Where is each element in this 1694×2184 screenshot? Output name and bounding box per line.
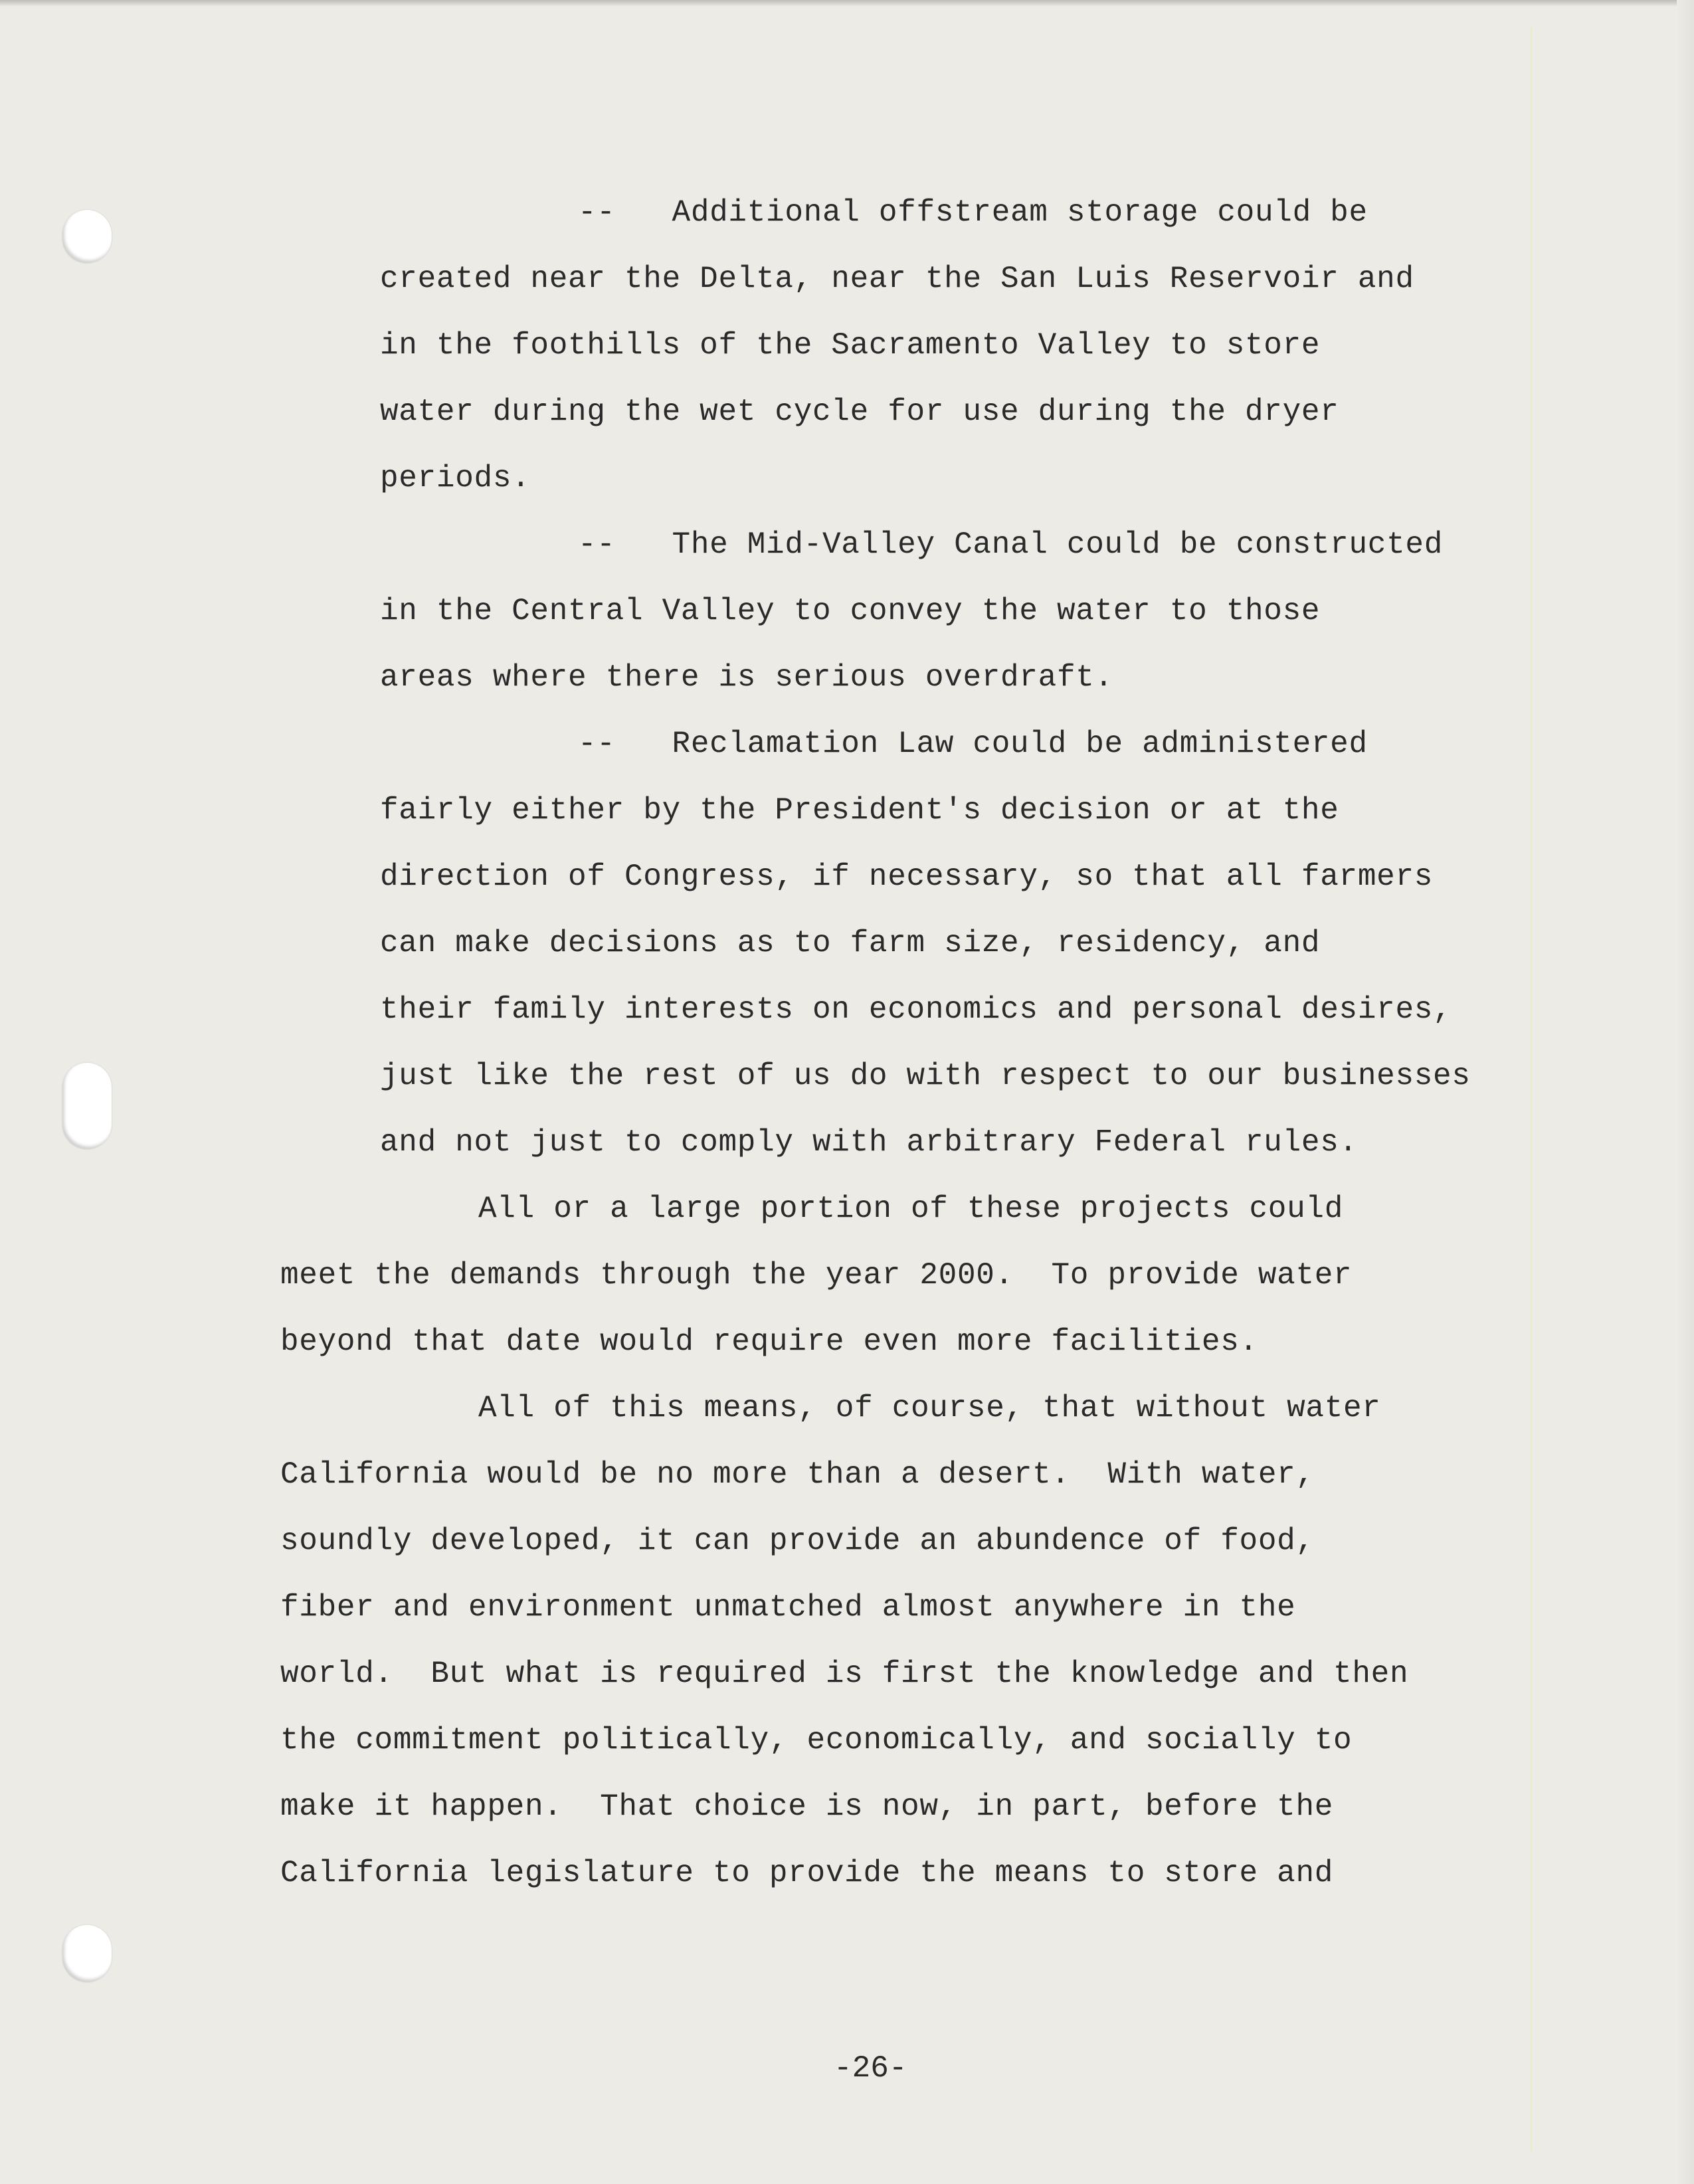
text-line: periods.	[380, 461, 531, 496]
margin-rule	[1531, 27, 1532, 2152]
text-line: direction of Congress, if necessary, so that all farmers	[380, 860, 1434, 894]
page-number: -26-	[834, 2051, 907, 2086]
text-line: world. But what is required is first the knowledge and then	[280, 1657, 1409, 1691]
text-line: soundly developed, it can provide an abundence of food,	[280, 1524, 1315, 1558]
text-line: -- Additional offstream storage could be	[578, 195, 1368, 230]
text-line: -- Reclamation Law could be administered	[578, 727, 1368, 761]
text-line: California legislature to provide the means to store and	[280, 1856, 1334, 1890]
text-line: meet the demands through the year 2000. To provide water	[280, 1258, 1353, 1293]
text-line: California would be no more than a desert. With water,	[280, 1457, 1315, 1492]
text-line: in the Central Valley to convey the water to those	[380, 594, 1321, 628]
text-line: All of this means, of course, that without water	[478, 1391, 1381, 1425]
text-line: fiber and environment unmatched almost anywhere in the	[280, 1590, 1296, 1625]
text-line: in the foothills of the Sacramento Valley to store	[380, 328, 1321, 363]
paper-top-edge	[0, 0, 1694, 7]
text-line: All or a large portion of these projects could	[478, 1192, 1344, 1226]
text-line: make it happen. That choice is now, in part, before the	[280, 1789, 1334, 1824]
text-line: water during the wet cycle for use during the dryer	[380, 395, 1339, 429]
text-line: and not just to comply with arbitrary Federal rules.	[380, 1125, 1358, 1160]
punch-hole-bottom	[62, 1925, 112, 1982]
punch-hole-top	[62, 210, 112, 263]
text-line: -- The Mid-Valley Canal could be constructed	[578, 527, 1444, 562]
text-line: created near the Delta, near the San Luis Reservoir and	[380, 262, 1414, 296]
text-line: the commitment politically, economically, and socially to	[280, 1723, 1353, 1758]
text-line: fairly either by the President's decision or at the	[380, 793, 1339, 828]
text-line: can make decisions as to farm size, residency, and	[380, 926, 1321, 960]
punch-hole-middle	[62, 1063, 112, 1149]
paper-right-edge	[1677, 0, 1694, 2184]
text-line: beyond that date would require even more facilities.	[280, 1324, 1258, 1359]
text-line: their family interests on economics and personal desires,	[380, 992, 1452, 1027]
text-line: just like the rest of us do with respect to our businesses	[380, 1059, 1471, 1093]
text-line: areas where there is serious overdraft.	[380, 660, 1113, 695]
